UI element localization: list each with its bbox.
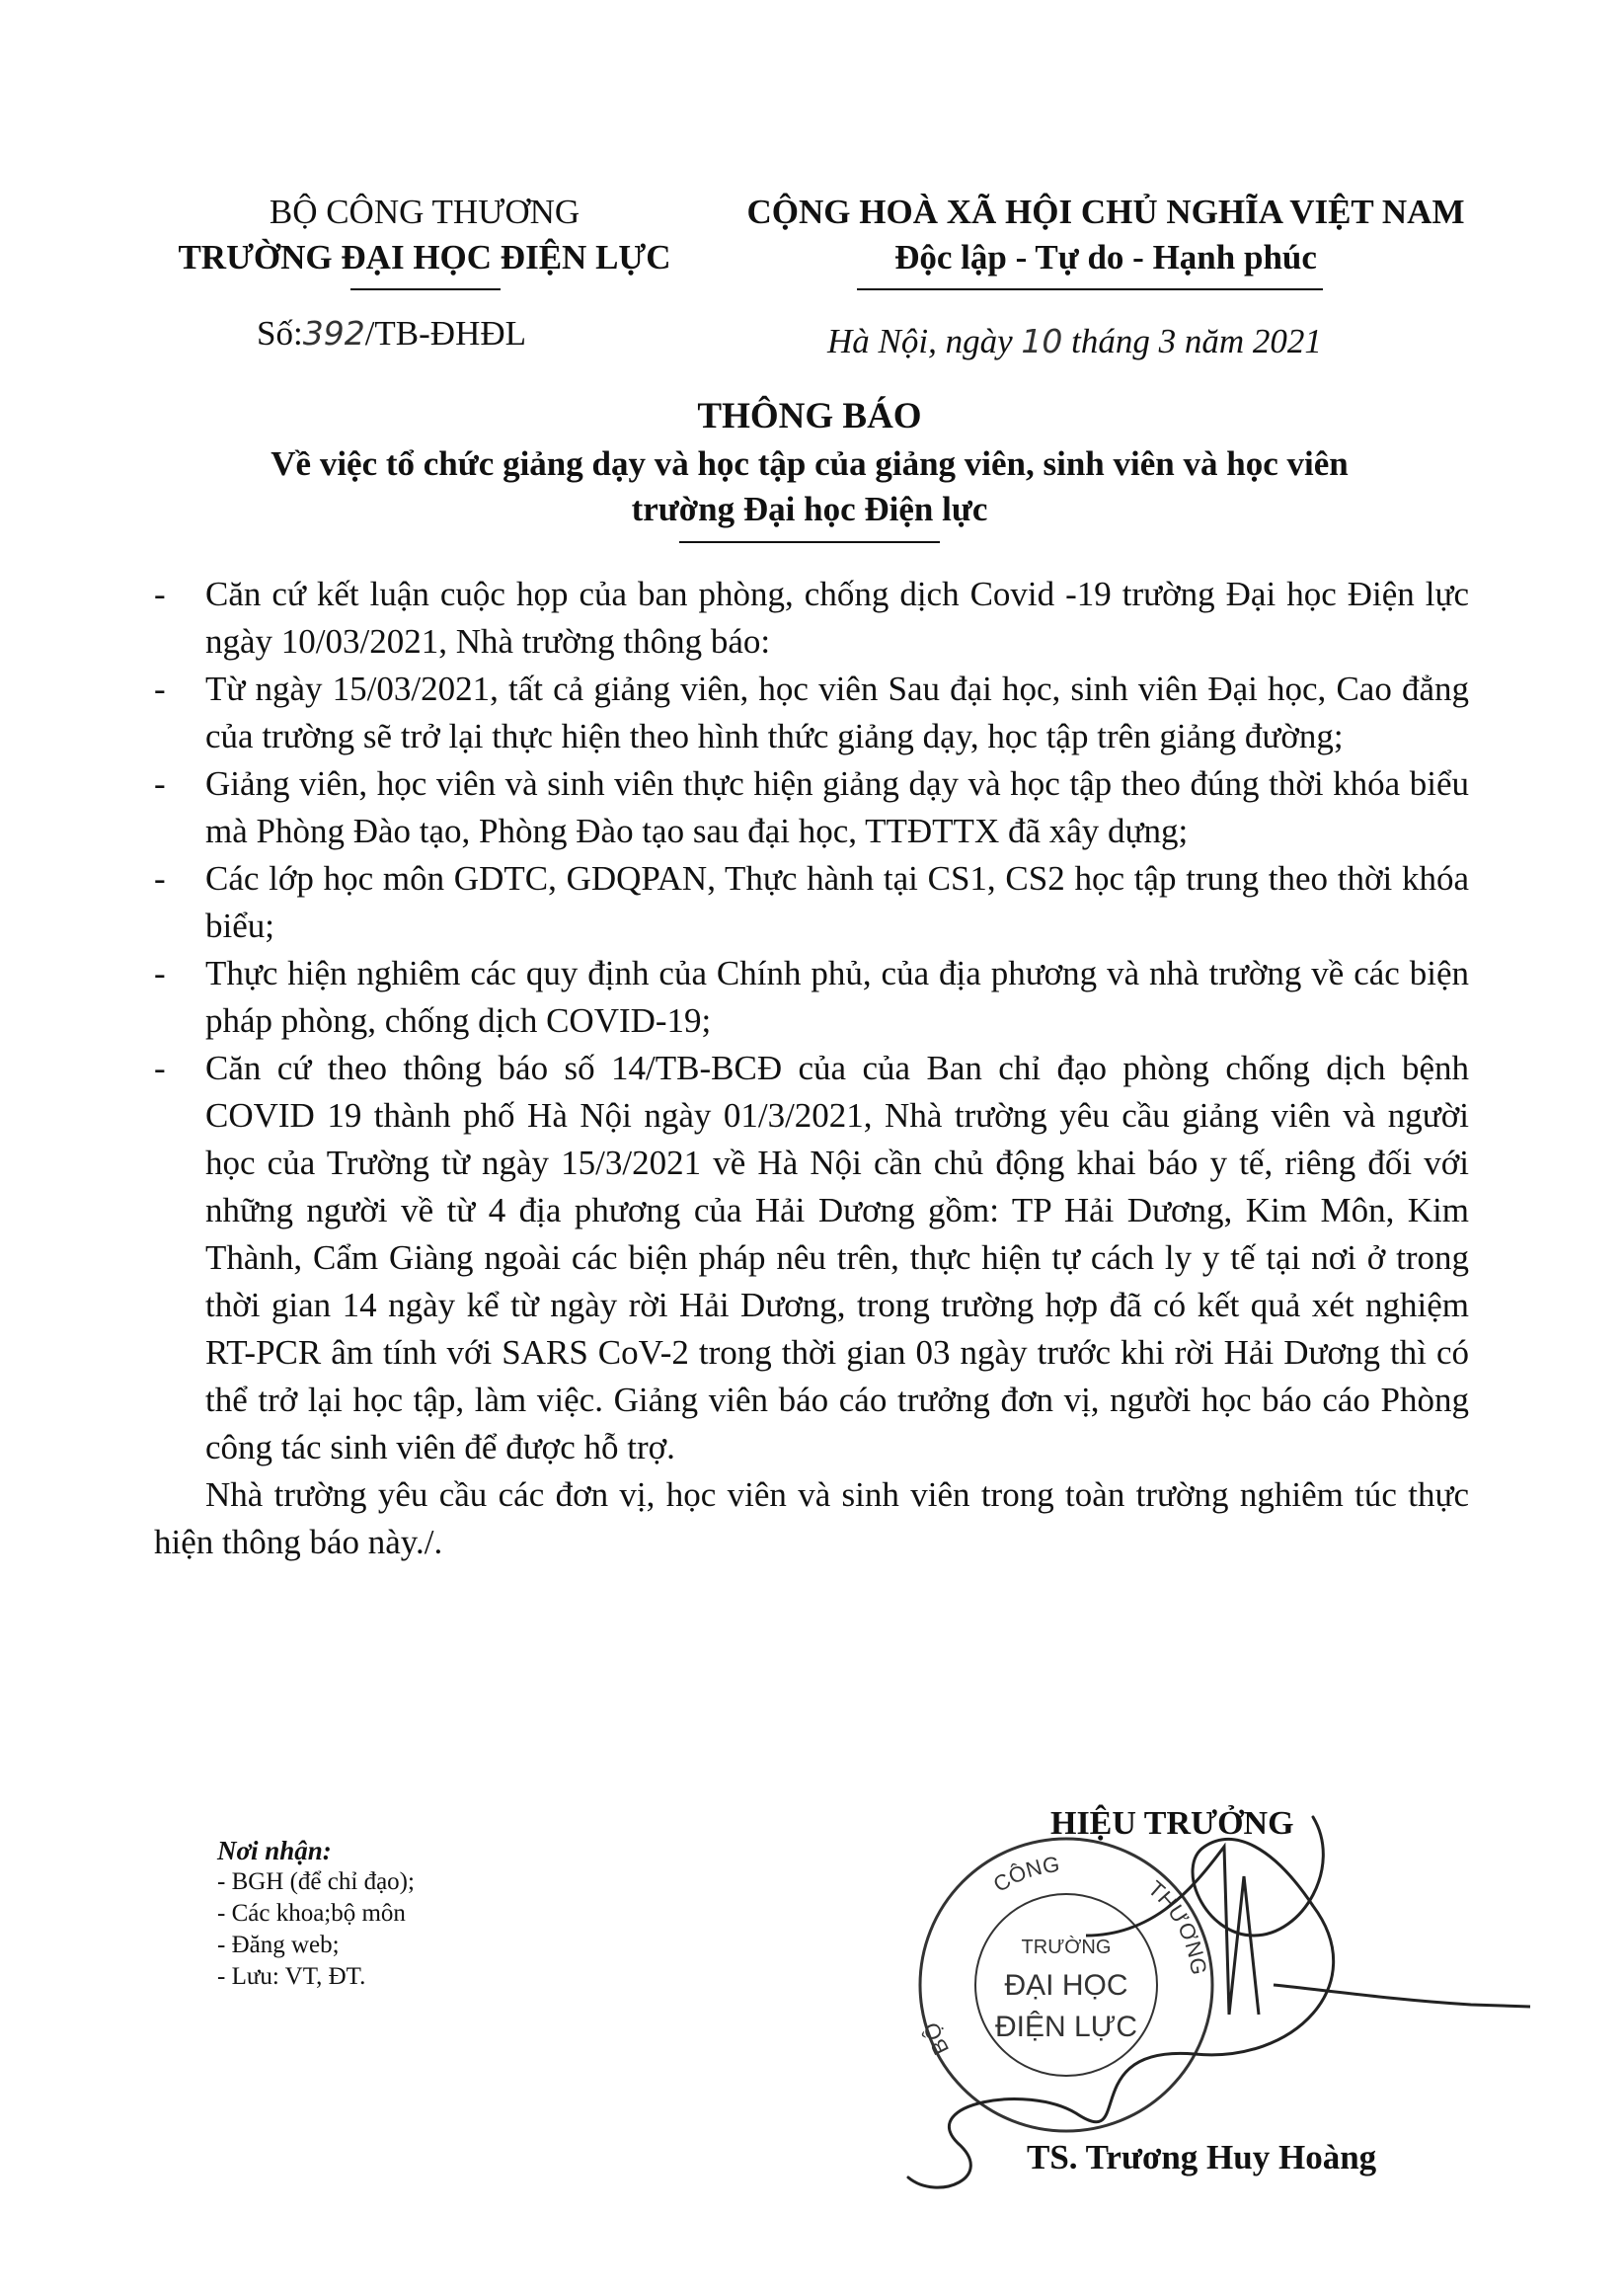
doc-number-handwritten: 392: [302, 314, 365, 353]
country-name: CỘNG HOÀ XÃ HỘI CHỦ NGHĨA VIỆT NAM: [746, 193, 1465, 231]
bullet-dash: -: [154, 670, 166, 708]
document-date: [827, 322, 1322, 361]
signature-stroke-tail: [1274, 1985, 1530, 2007]
bullet-text: Từ ngày 15/03/2021, tất cả giảng viên, học viên Sau đại học, sinh viên Đại học, Cao đẳng của trường sẽ trở lại thực hiện theo hình thức giảng dạy, học tập trên giảng đường;: [205, 670, 1469, 755]
date-suffix: tháng 3 năm 2021: [1062, 322, 1322, 360]
seal-arc-right: THƯƠNG: [1143, 1875, 1212, 1977]
signatory-name: TS. Trương Huy Hoàng: [1027, 2138, 1377, 2176]
document-subtitle-line2: trường Đại học Điện lực: [631, 490, 988, 528]
date-day-handwritten: 10: [1021, 322, 1063, 360]
bullet-text: Căn cứ theo thông báo số 14/TB-BCĐ của của Ban chỉ đạo phòng chống dịch bệnh COVID 19 thành phố Hà Nội ngày 01/3/2021, Nhà trường yêu cầu giảng viên và người học của Trường từ ngày 15/3/2021 về Hà Nội cần chủ động khai báo y tế, riêng đối với những người về từ 4 địa phương của Hải Dương gồm: TP Hải Dương, Kim Môn, Kim Thành, Cẩm Giàng ngoài các biện pháp nêu trên, thực hiện tự cách ly y tế tại nơi ở trong thời gian 14 ngày kể từ ngày rời Hải Dương, trong trường hợp đã có kết quả xét nghiệm RT-PCR âm tính với SARS CoV-2 trong thời gian 03 ngày trước khi rời Hải Dương thì có thể trở lại học tập, làm việc. Giảng viên báo cáo trưởng đơn vị, người học báo cáo Phòng công tác sinh viên để được hỗ trợ.: [205, 1049, 1469, 1466]
document-body: [154, 571, 1469, 1566]
list-item: [154, 950, 1469, 1045]
seal-arc-top: CÔNG: [988, 1852, 1061, 1897]
header-left: [148, 190, 701, 280]
header-right: [711, 190, 1501, 280]
date-prefix: Hà Nội, ngày: [827, 322, 1022, 360]
list-item: [154, 760, 1469, 855]
bullet-dash: -: [154, 764, 166, 803]
recipients: [217, 1835, 415, 1993]
recipients-heading: Nơi nhận:: [217, 1836, 332, 1865]
doc-number-prefix: Số:: [257, 314, 303, 353]
seal-line1: TRƯỜNG: [1021, 1937, 1112, 1958]
bullet-text: Các lớp học môn GDTC, GDQPAN, Thực hành tại CS1, CS2 học tập trung theo thời khóa biểu;: [205, 859, 1469, 945]
bullet-dash: -: [154, 1049, 166, 1087]
closing-paragraph: Nhà trường yêu cầu các đơn vị, học viên và sinh viên trong toàn trường nghiêm túc thực hiện thông báo này./.: [154, 1475, 1469, 1561]
recipient-item: - BGH (để chỉ đạo);: [217, 1868, 415, 1895]
header-right-underline: [857, 288, 1323, 290]
list-item: [154, 1045, 1469, 1471]
title-block: [138, 392, 1481, 532]
recipient-item: - Lưu: VT, ĐT.: [217, 1963, 366, 1990]
document-subtitle-line1: Về việc tổ chức giảng dạy và học tập của giảng viên, sinh viên và học viên: [271, 444, 1349, 483]
title-underline: [679, 541, 940, 543]
document-number: [257, 314, 526, 354]
recipient-item: - Các khoa;bộ môn: [217, 1900, 406, 1927]
bullet-dash: -: [154, 859, 166, 898]
document-title: THÔNG BÁO: [697, 396, 922, 436]
ministry-name: BỘ CÔNG THƯƠNG: [269, 193, 580, 231]
recipient-item: - Đăng web;: [217, 1932, 340, 1958]
list-item: [154, 666, 1469, 760]
school-name: TRƯỜNG ĐẠI HỌC ĐIỆN LỰC: [178, 238, 671, 277]
bullet-dash: -: [154, 575, 166, 613]
seal-arc-left: BỘ: [918, 2019, 955, 2059]
motto: Độc lập - Tự do - Hạnh phúc: [894, 238, 1317, 277]
doc-number-suffix: /TB-ĐHĐL: [364, 314, 527, 353]
bullet-text: Thực hiện nghiêm các quy định của Chính phủ, của địa phương và nhà trường về các biện pháp phòng, chống dịch COVID-19;: [205, 954, 1469, 1040]
signature-stroke-main: [908, 1817, 1334, 2187]
bullet-text: Giảng viên, học viên và sinh viên thực hiện giảng dạy và học tập theo đúng thời khóa biểu mà Phòng Đào tạo, Phòng Đào tạo sau đại học, TTĐTTX đã xây dựng;: [205, 764, 1469, 850]
seal-line3: ĐIỆN LỰC: [995, 2011, 1137, 2043]
bullet-dash: -: [154, 954, 166, 992]
header-left-underline: [350, 288, 501, 290]
bullet-text: Căn cứ kết luận cuộc họp của ban phòng, chống dịch Covid -19 trường Đại học Điện lực ngày 10/03/2021, Nhà trường thông báo:: [205, 575, 1469, 661]
list-item: [154, 571, 1469, 666]
list-item: [154, 855, 1469, 950]
signature-title: HIỆU TRƯỞNG: [1050, 1805, 1294, 1842]
seal-line2: ĐẠI HỌC: [1004, 1969, 1128, 2002]
